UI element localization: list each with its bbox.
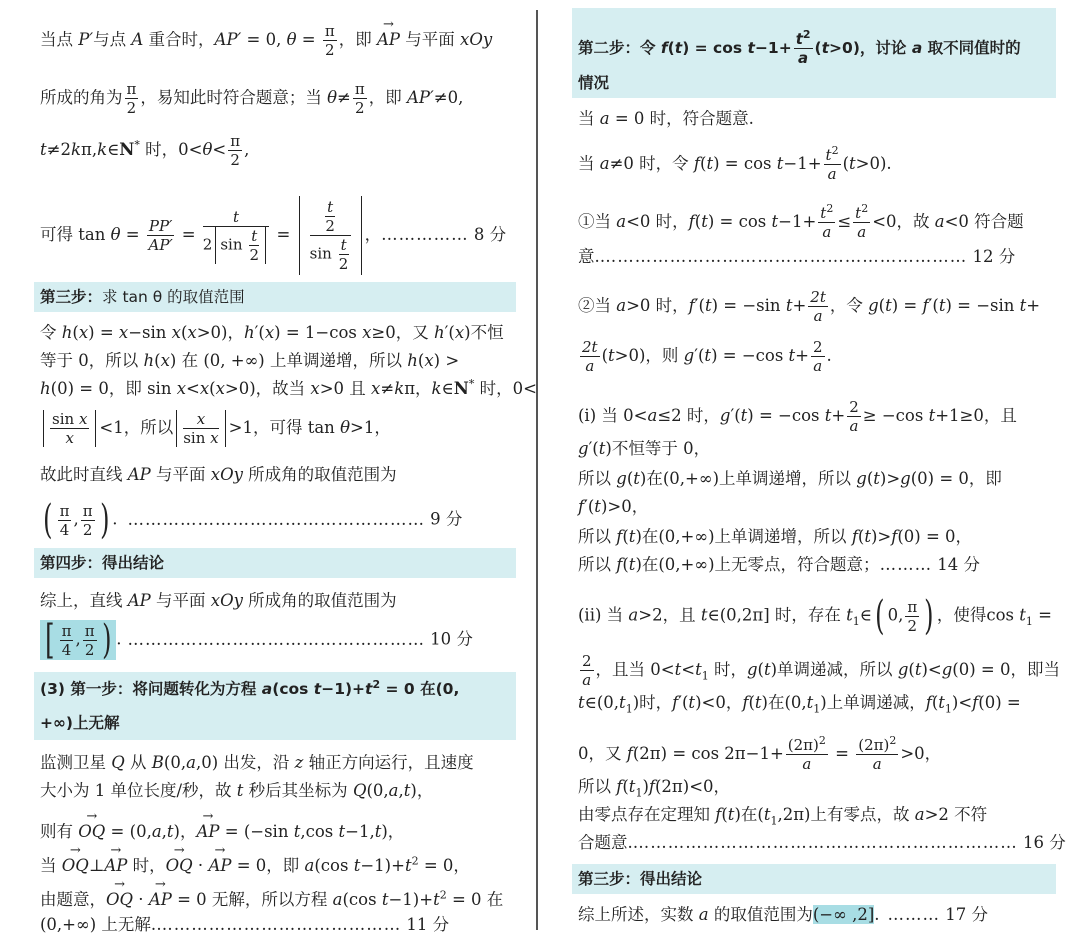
part-3-step-1-heading: (3) 第一步：将问题转化为方程 a(cos $t-1)+t^2 = 0$ 在(0,	[40, 677, 460, 698]
left-column	[40, 0, 537, 949]
right-line-19: 合题意.………………………………………………………… 16 分	[578, 833, 1066, 852]
right-line-1: 当 a = 0 时，符合题意.	[578, 109, 754, 128]
right-column	[578, 0, 1066, 949]
right-line-18: 由零点存在定理知 f(t)在$(t_1,2\pi)$上有零点，故 a>2 不符	[578, 805, 988, 828]
column-divider	[536, 10, 538, 930]
right-line-14: $\frac{2}{a}$ ，且当 $0<t<t_1$ 时，g(t)单调递减，所以 g(t)<g(0) = 0，即当	[582, 652, 1060, 689]
fraction: $\frac{\pi}{2}$	[324, 22, 335, 59]
left-line-18: (0,+∞) 上无解.…………………………………… 11 分	[40, 915, 450, 934]
fraction: $\frac{PP'}{AP'}$	[148, 217, 173, 254]
fraction: t 2 sin $\frac{t}{2}$	[203, 208, 270, 264]
part-3-step-1-heading-cont: +∞)上无解	[40, 714, 120, 732]
right-line-15: $t\in(0,t_1)$时，f′(t)<0，f(t)在$(0,t_1)$上单调递减，$f(t_1)<f(0)$ =	[578, 693, 1021, 716]
left-line-14: 大小为 1 单位长度/秒，故 t 秒后其坐标为 Q(0,a,t)，	[40, 781, 434, 800]
left-line-11: 综上，直线 AP 与平面 xOy 所成角的取值范围为	[40, 591, 397, 610]
fraction: $\frac{\pi}{2}$	[126, 80, 137, 117]
left-line-12: [ $\frac{\pi}{4}$ , $\frac{\pi}{2}$ ) . …………………………………………… 10 分	[40, 620, 473, 660]
right-line-10: f′(t)>0，	[578, 497, 649, 516]
fraction: $\frac{\pi}{2}$	[230, 132, 241, 169]
right-line-17: 所以 $f(t_1)f(2\pi)<0$，	[578, 777, 731, 800]
step-3-conclusion-heading: 第三步：得出结论	[578, 870, 703, 888]
right-line-20: 综上所述，实数 a 的取值范围为(−∞ ,2].……… 17 分	[578, 905, 989, 924]
right-line-16: 0，又 f(2π) = cos 2π−1+ $\frac{(2\pi)^2}{a}$ = $\frac{(2\pi)^2}{a}$ >0，	[578, 734, 942, 773]
step-3-heading: 第三步：求 tan θ 的取值范围	[40, 288, 245, 306]
right-line-6: $\frac{2t}{a}$ (t>0)，则 g′(t) = −cos t+ $\frac{2}{a}$ .	[582, 338, 832, 375]
left-line-2: 所成的角为 $\frac{\pi}{2}$ ，易知此时符合题意；当 θ≠ $\frac{\pi}{2}$ ，即 AP′≠0,	[40, 80, 464, 117]
left-line-7: h(0) = 0，即 sin x<x(x>0)，故当 x>0 且 x≠kπ，k∈N* 时，0<	[40, 377, 537, 398]
left-line-17: 由题意，→ OQ · → AP = 0 无解，所以方程 a(cos $t-1)+t^2 = 0$ 在	[40, 886, 503, 911]
vector-ap: → AP	[377, 26, 400, 51]
right-line-7: (i) 当 0<a≤2 时，g′(t) = −cos t+ $\frac{2}{a}$ ≥ −cos t+1≥0，且	[578, 398, 1017, 435]
left-line-5: 令 h(x) = x−sin x(x>0)，h′(x) = 1−cos x≥0，又 h′(x)不恒	[40, 323, 504, 342]
right-line-3: ①当 a<0 时，f(t) = cos t−1+ $\frac{t^2}{a}$ ≤ $\frac{t^2}{a}$ <0，故 a<0 符合题	[578, 202, 1024, 241]
right-line-5: ②当 a>0 时，f′(t) = −sin t+ $\frac{2t}{a}$ ，令 g(t) = f′(t) = −sin t+	[578, 288, 1041, 325]
left-line-13: 监测卫星 Q 从 B(0,a,0) 出发，沿 z 轴正方向运行，且速度	[40, 753, 474, 772]
left-line-9: 故此时直线 AP 与平面 xOy 所成角的取值范围为	[40, 465, 397, 484]
left-line-10: ( $\frac{\pi}{4}$ , $\frac{\pi}{2}$ ) . …………………………………………… 9 分	[43, 497, 463, 543]
right-line-9: 所以 g(t)在(0,+∞)上单调递增，所以 g(t)>g(0) = 0，即	[578, 469, 1002, 488]
step-4-heading: 第四步：得出结论	[40, 554, 165, 572]
right-line-13: (ii) 当 a>2，且 t∈(0,2π] 时，存在 $t_1\in$( 0, $\frac{\pi}{2}$ ) ，使得$\cos t_1$ =	[578, 593, 1052, 639]
fraction: $\frac{\pi}{2}$	[354, 80, 365, 117]
left-line-15: 则有 → OQ = (0,a,t)，→ AP = (−sin t,cos t−1,t)，	[40, 818, 404, 843]
left-line-1: 当点 P′与点 A 重合时，AP′ = 0, θ = $\frac{\pi}{2}$ ，即 → AP 与平面 xOy	[40, 22, 492, 59]
right-line-4: 意.……………………………………………………… 12 分	[578, 247, 1016, 266]
left-line-6: 等于 0，所以 h(x) 在 (0, +∞) 上单调递增，所以 h(x) >	[40, 351, 460, 370]
right-line-12: 所以 f(t)在(0,+∞)上无零点，符合题意；……… 14 分	[578, 555, 981, 574]
final-answer-highlight: (−∞ ,2]	[812, 905, 875, 924]
right-line-11: 所以 f(t)在(0,+∞)上单调递增，所以 f(t)>f(0) = 0，	[578, 527, 973, 546]
left-line-16: 当 → OQ⊥→ AP 时，→ OQ · → AP = 0，即 a(cos $t-1)+t^2 = 0$，	[40, 852, 470, 877]
step-2-heading: 第二步：令 f(t) = cos t−1+ $\frac{t^2}{a}$ (t>0)，讨论 a 取不同值时的	[578, 28, 1021, 67]
step-2-heading-cont: 情况	[578, 74, 610, 92]
left-line-4: 可得 tan θ = $\frac{PP'}{AP'}$ = t 2 sin $\frac{t}{2}$ = $\frac{t}{2}$ sin $\frac{t}{2}$ ，…………… 8 分	[40, 198, 507, 273]
left-line-3: t≠2kπ,k∈N* 时，0<θ< $\frac{\pi}{2}$ ,	[40, 132, 250, 169]
left-line-8: $\frac{\text{sin x}}{x}$ <1，所以 $\frac{x}{\text{sin x}}$ >1，可得 tan θ>1，	[40, 410, 391, 447]
right-line-8: g′(t)不恒等于 0，	[578, 439, 711, 458]
right-line-2: 当 a≠0 时，令 f(t) = cos t−1+ $\frac{t^2}{a}$ (t>0).	[578, 144, 892, 183]
